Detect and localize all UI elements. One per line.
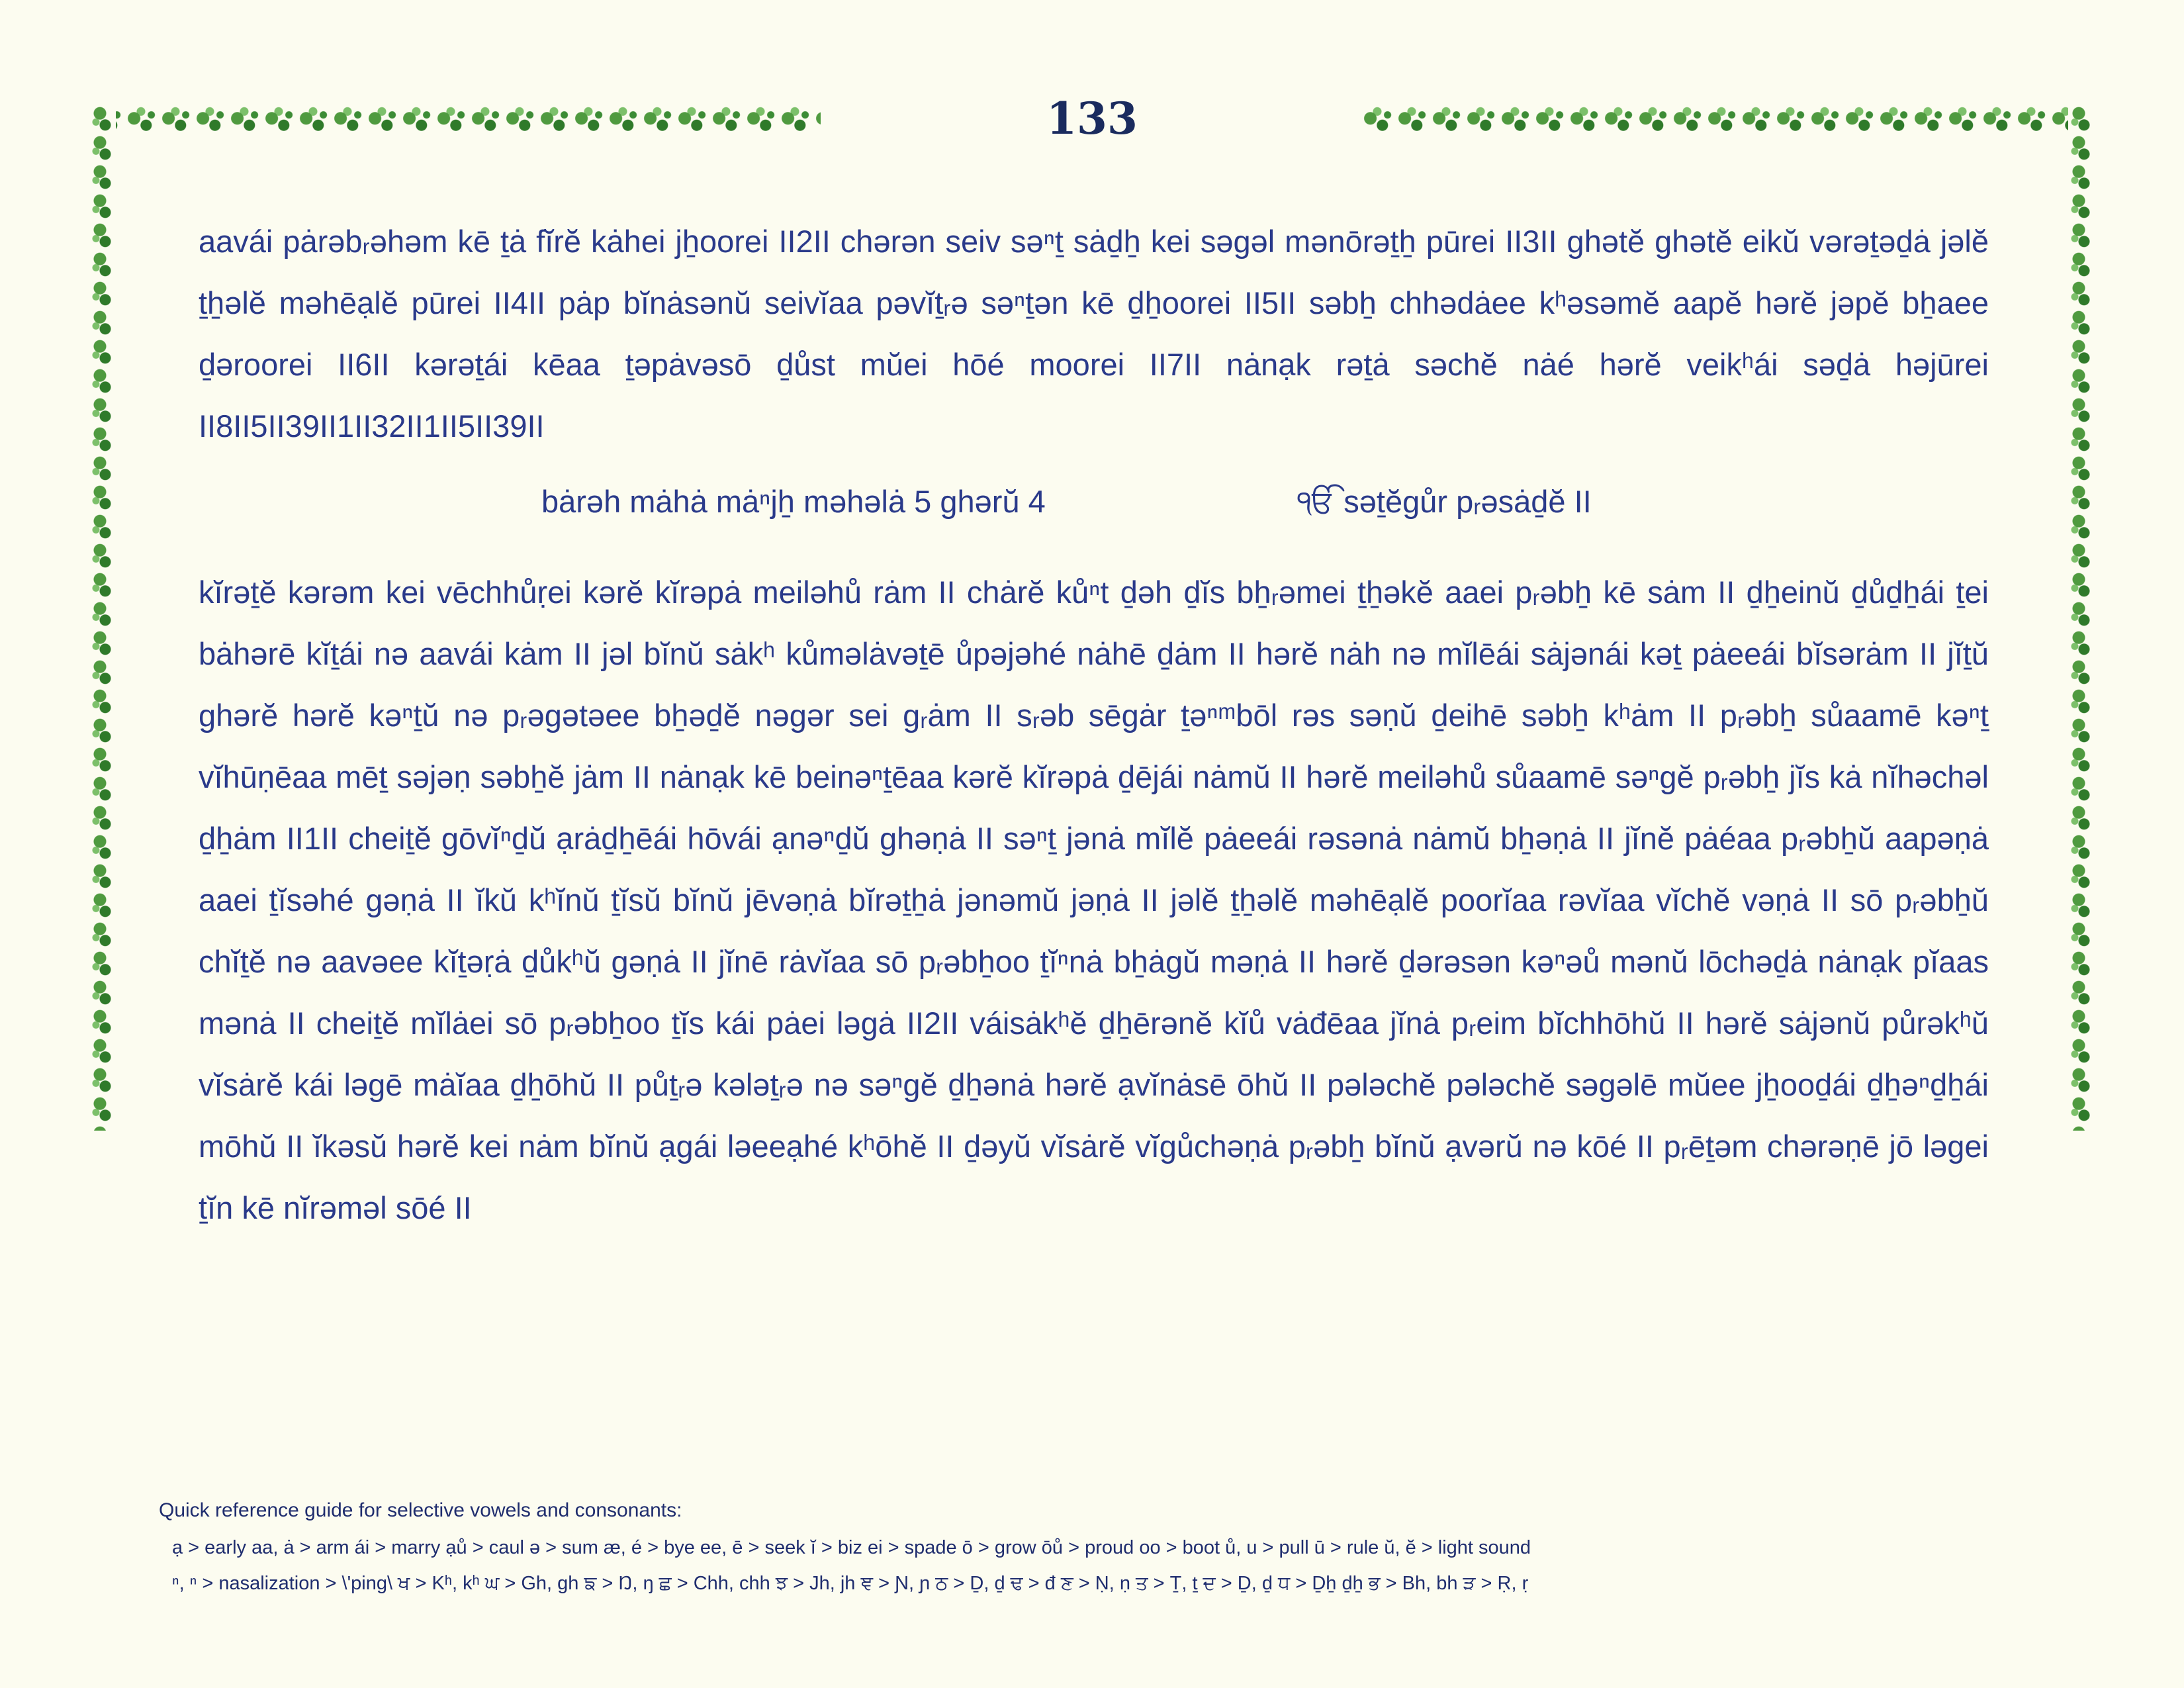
reference-guide [159,1499,2078,1601]
reference-guide-vowels: ạ > early aa, ȧ > arm ái > marry ạů > caul ə > sum æ, é > bye ee, ē > seek ĭ > biz ei > spade ō > grow ōů > proud oo > boot ů, u > pull ū > rule ŭ, ĕ > light sound [172,1537,1531,1558]
page-number: 133 [1046,93,1138,144]
decorative-vine-border-right [2068,105,2095,1131]
heading-title: bȧrəh mȧhȧ mȧⁿjẖ məhəlȧ 5 ghərŭ 4 [541,484,1046,519]
decorative-vine-border-left [89,105,116,1131]
section-heading [0,478,2184,538]
heading-invocation: ੴ səṯĕgůr pᵣəsȧḏĕ II [1297,484,1592,519]
reference-guide-consonants: ⁿ, ⁿ > nasalization > \'ping\ ਖ > Kʰ, kʰ ਘ > Gh, gh ਙ > Ŋ, ŋ ਛ > Chh, chh ਝ > Jh, jh ਞ > Ɲ, ɲ ਠ > Ḏ, ḏ ਢ > đ ਣ > Ṇ, ṇ ਤ > Ṯ, ṯ ਦ > Ḏ, ḏ ਧ > Ḏẖ ḏẖ ਭ > Bh, bh ੜ > Ṛ, ṛ [172,1573,1529,1594]
paragraph-1: aavái pȧrəbᵣəhəm kē ṯȧ fĭrĕ kȧhei jẖoorei II2II chərən seiv səⁿṯ sȧḏẖ kei səgəl mənōrəṯẖ pūrei II3II ghətĕ ghətĕ eikŭ vərəṯəḏȧ jəlĕ ṯẖəlĕ məhēạlĕ pūrei II4II pȧp bĭnȧsənŭ seivĭaa pəvĭṯᵣə səⁿṯən kē ḏẖoorei II5II səbẖ chhədȧee kʰəsəmĕ aapĕ hərĕ jəpĕ bẖaee ḏəroorei II6II kərəṯái kēaa ṯəpȧvəsō ḏůst mŭei hōé moorei II7II nȧnạk rəṯȧ səchĕ nȧé hərĕ veikʰái səḏȧ həjūrei II8II5II39II1II32II1II5II39II [199,224,1989,444]
paragraph-2: kĭrəṯĕ kərəm kei vēchhůṛei kərĕ kĭrəpȧ meiləhů rȧm II chȧrĕ kůⁿt ḏəh ḏĭs bẖᵣəmei ṯẖəkĕ aaei pᵣəbẖ kē sȧm II ḏẖeinŭ ḏůḏẖái ṯei bȧhərē kĭṯái nə aavái kȧm II jəl bĭnŭ sȧkʰ kůməlȧvəṯē ůpəjəhé nȧhē ḏȧm II hərĕ nȧh nə mĭlēái sȧjənái kəṯ pȧeeái bĭsərȧm II jĭṯŭ ghərĕ hərĕ kəⁿṯŭ nə pᵣəgətəee bẖəḏĕ nəgər sei gᵣȧm II sᵣəb sēgȧr ṯəⁿᵐbōl rəs səṇŭ ḏeihē səbẖ kʰȧm II pᵣəbẖ sůaamē kəⁿṯ vĭhūṇēaa mēṯ səjəṇ səbẖĕ jȧm II nȧnạk kē beinəⁿṯēaa kərĕ kĭrəpȧ ḏējái nȧmŭ II hərĕ meiləhů sůaamē səⁿgĕ pᵣəbẖ jĭs kȧ nĭhəchəl ḏẖȧm II1II cheiṯĕ gōvĭⁿḏŭ ạrȧḏẖēái hōvái ạnəⁿḏŭ ghəṇȧ II səⁿṯ jənȧ mĭlĕ pȧeeái rəsənȧ nȧmŭ bẖəṇȧ II jĭnĕ pȧéaa pᵣəbẖŭ aapəṇȧ aaei ṯĭsəhé gəṇȧ II ĭkŭ kʰĭnŭ ṯĭsŭ bĭnŭ jēvəṇȧ bĭrəṯẖȧ jənəmŭ jəṇȧ II jəlĕ ṯẖəlĕ məhēạlĕ poorĭaa rəvĭaa vĭchĕ vəṇȧ II sō pᵣəbẖŭ chĭṯĕ nə aavəee kĭṯəṛȧ ḏůkʰŭ gəṇȧ II jĭnē rȧvĭaa sō pᵣəbẖoo ṯĭⁿnȧ bẖȧgŭ məṇȧ II hərĕ ḏərəsən kəⁿəů mənŭ lōchəḏȧ nȧnạk pĭaas mənȧ II cheiṯĕ mĭlȧei sō pᵣəbẖoo ṯĭs kái pȧei ləgȧ II2II váisȧkʰĕ ḏẖērənĕ kĭů vȧđēaa jĭnȧ pᵣeim bĭchhōhŭ II hərĕ sȧjənŭ půrəkʰŭ vĭsȧrĕ kái ləgē mȧĭaa ḏẖōhŭ II půṯᵣə kələṯᵣə nə səⁿgĕ ḏẖənȧ hərĕ ạvĭnȧsē ōhŭ II pələchĕ pələchĕ səgəlē mŭee jẖooḏái ḏẖəⁿḏẖái mōhŭ II ĭkəsŭ hərĕ kei nȧm bĭnŭ ạgái ləeeạhé kʰōhĕ II ḏəyŭ vĭsȧrĕ vĭgůchəṇȧ pᵣəbẖ bĭnŭ ạvərŭ nə kōé II pᵣēṯəm chərəṇē jō ləgei ṯĭn kē nĭrəməl sōé II [199,575,1989,1225]
reference-guide-title: Quick reference guide for selective vowels and consonants: [159,1499,682,1521]
